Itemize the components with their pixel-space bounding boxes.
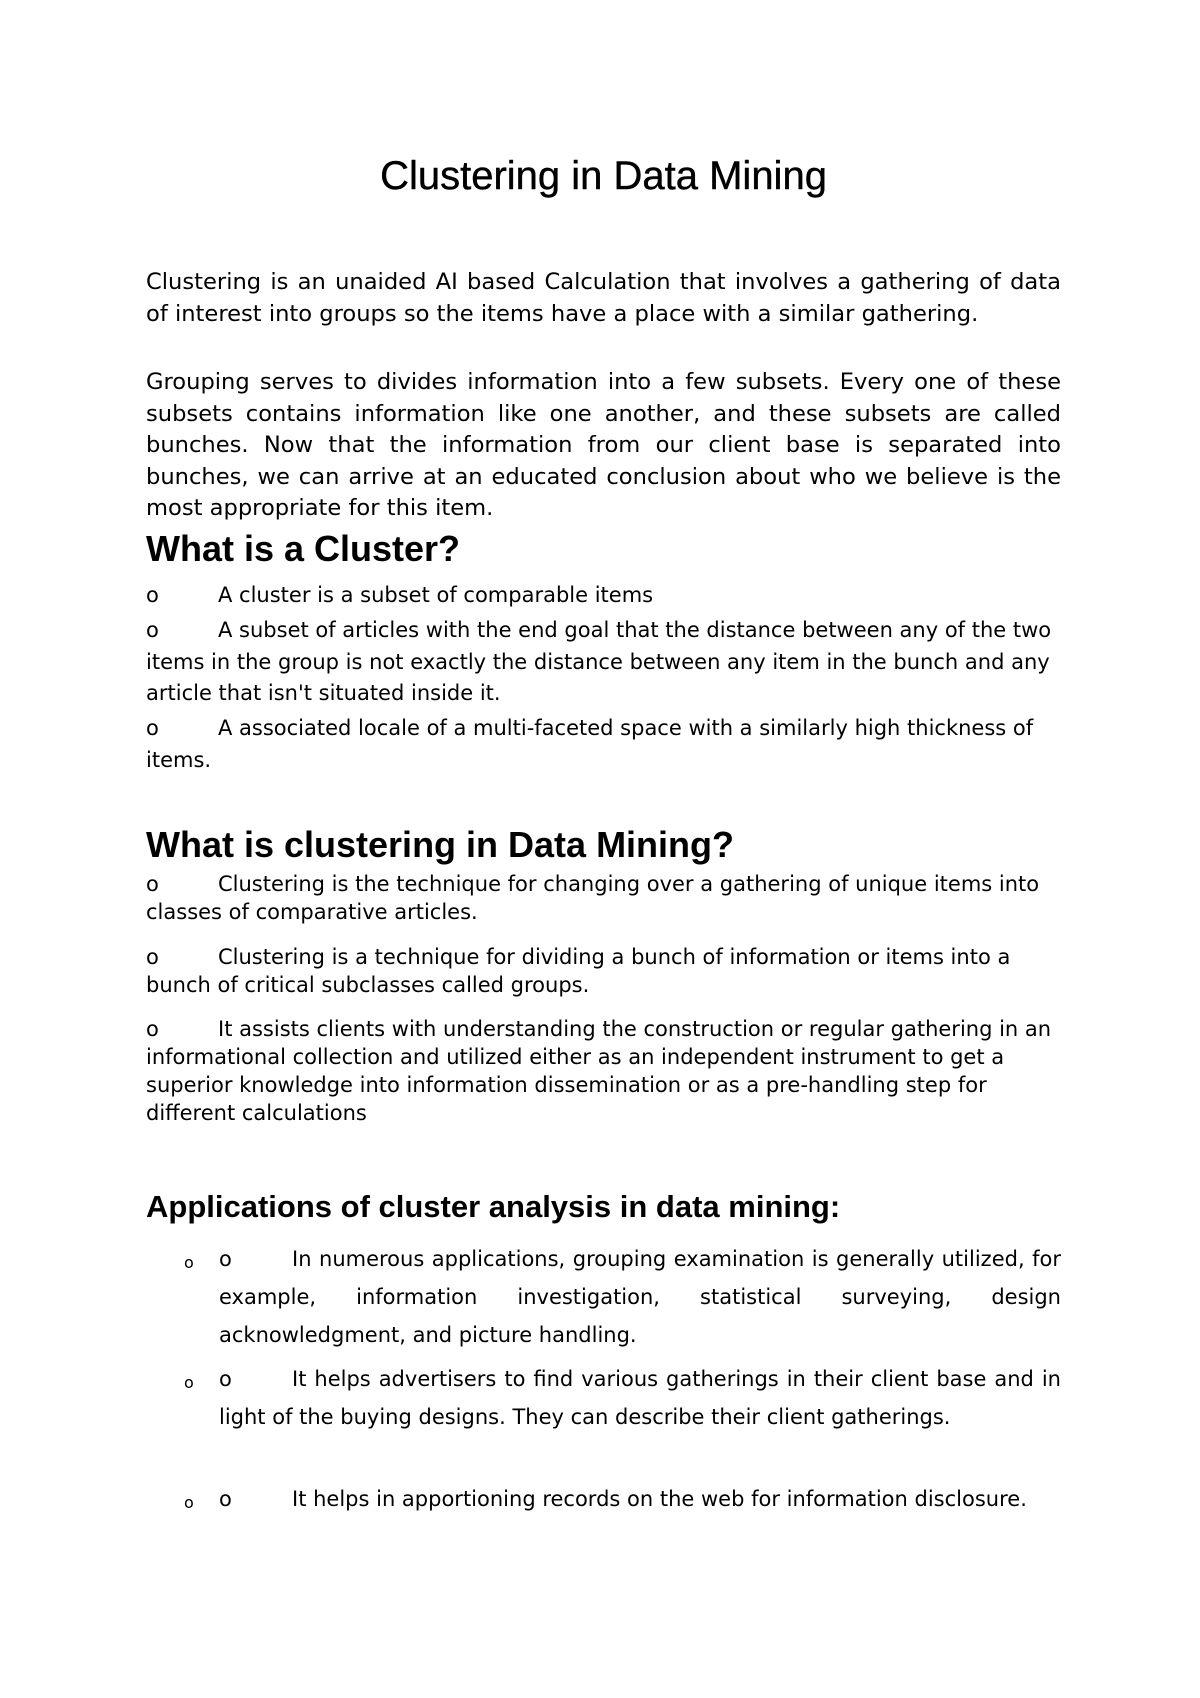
list-item-body: It helps in apportioning records on the web for information disclosure. (292, 1487, 1027, 1511)
list-item-body: It helps advertisers to find various gatherings in their client base and in light of the buying designs. They can describe their client gatherings. (219, 1367, 1061, 1429)
bullet-marker: o (146, 872, 159, 896)
list-item (146, 1015, 1061, 1127)
bullet-marker: o (146, 945, 159, 969)
list-item (146, 943, 1061, 999)
list-item-text: A associated locale of a multi-faceted space with a similarly high thickness of items. (146, 716, 1034, 772)
list-item-text (219, 1360, 1061, 1436)
list-item-text: Clustering is a technique for dividing a bunch of information or items into a bunch of critical subclasses called groups. (146, 945, 1011, 997)
list-item (146, 1480, 1061, 1556)
intro-paragraph-1: Clustering is an unaided AI based Calculation that involves a gathering of data of interest into groups so the items have a place with a similar gathering. (146, 269, 1061, 327)
list-item (146, 870, 1061, 926)
list-item-body: In numerous applications, grouping examination is generally utilized, for example, information investigation, statistical surveying, design acknowledgment, and picture handling. (219, 1247, 1061, 1347)
list-item-text: Clustering is the technique for changing over a gathering of unique items into classes of comparative articles. (146, 872, 1040, 924)
list-item (146, 580, 1061, 612)
list-item-text (219, 1240, 1061, 1354)
outer-bullet-marker: o (184, 1493, 194, 1512)
list-item-text: It assists clients with understanding the construction or regular gathering in an informational collection and utilized either as an independent instrument to get a superior knowledge into information dissemination or as a pre-handling step for different calculations (146, 1017, 1052, 1125)
section-heading-what-is-clustering: What is clustering in Data Mining? (146, 824, 735, 865)
bullet-marker: o (146, 716, 159, 740)
list-item (146, 1240, 1061, 1354)
document-title: Clustering in Data Mining (380, 154, 827, 198)
bullet-marker: o (219, 1367, 232, 1391)
list-item-text: A subset of articles with the end goal that the distance between any of the two items in the group is not exactly the distance between any item in the bunch and any article that isn't situated inside it. (146, 618, 1052, 705)
bullet-marker: o (146, 618, 159, 642)
bullet-marker: o (219, 1487, 232, 1511)
outer-bullet-marker: o (184, 1253, 194, 1272)
intro-paragraph-2: Grouping serves to divides information into a few subsets. Every one of these subsets contains information like one another, and these subsets are called bunches. Now that the information from our client base is separated into bunches, we can arrive at an educated conclusion about who we believe is the most appropriate for this item. (146, 369, 1061, 521)
bullet-marker: o (146, 1017, 159, 1041)
list-item-text: A cluster is a subset of comparable items (218, 583, 654, 607)
bullet-marker: o (146, 583, 159, 607)
list-item (146, 1360, 1061, 1474)
bullet-marker: o (219, 1247, 232, 1271)
section-heading-what-is-a-cluster: What is a Cluster? (146, 528, 461, 569)
outer-bullet-marker: o (184, 1373, 194, 1392)
list-item-text (219, 1480, 1061, 1518)
list-item (146, 713, 1061, 776)
list-item (146, 615, 1061, 710)
section-heading-applications: Applications of cluster analysis in data mining: (146, 1189, 841, 1224)
